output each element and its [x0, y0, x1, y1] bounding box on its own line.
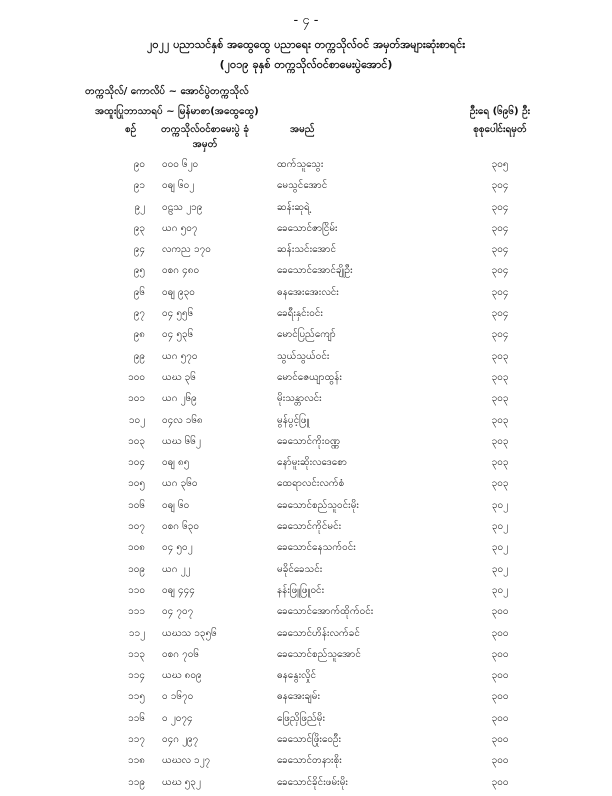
row-number: ၁၀၆: [128, 499, 145, 511]
total-mark: ၃၀၄: [491, 265, 509, 277]
total-mark: ၃၀၂: [491, 563, 509, 575]
table-row: [0, 519, 612, 540]
row-number: ၉၄: [133, 244, 145, 256]
student-name: ဆန်းသင်းအောင်: [277, 244, 337, 256]
student-name: ခေသောင်အောက်ထိုက်ဝင်း: [277, 606, 374, 618]
student-name: နန်းဖြူဖြူဝင်း: [277, 584, 325, 596]
row-number: ၁၁၉: [128, 776, 145, 788]
table-row: [0, 455, 612, 476]
student-name: နော်မူးဆိုးလဒေစော: [277, 457, 347, 469]
row-number: ၁၁၀: [128, 584, 145, 596]
student-name: ခေသောင်အောင်ချိုဦး: [277, 265, 353, 277]
table-row: [0, 413, 612, 434]
row-number: ၁၁၂: [128, 627, 145, 639]
student-name: မွန်ပွင့်ဖြူ: [277, 414, 310, 426]
total-mark: ၃၀၄: [491, 244, 509, 256]
total-mark: ၃၀၀: [491, 712, 509, 724]
roll-number: ဝ၄ဂ ၂၉၇: [162, 734, 199, 746]
total-mark: ၃၀၄: [491, 180, 509, 192]
roll-number: ယဃသ ၁၃၅၆: [162, 627, 217, 639]
row-number: ၁၁၁: [128, 606, 145, 618]
total-mark: ၃၀၀: [491, 734, 509, 746]
roll-number: ဝဓျ ၈၅: [162, 457, 190, 469]
total-mark: ၃၀၃: [491, 393, 509, 405]
roll-number: ယဃ ၆၆၂: [162, 435, 201, 447]
roll-number: ဝ ၁၆၇၀: [162, 691, 194, 703]
student-name: ခေသောင်ခိုင်းဖမ်းမိုး: [277, 776, 348, 788]
roll-number: လကည ၁၇၀: [162, 244, 211, 256]
student-name: မောင်ပြည်ကျော်: [277, 329, 336, 341]
total-mark: ၃၀၄: [491, 308, 509, 320]
roll-number: ယဃလ ၁၂၇: [162, 755, 211, 767]
total-mark: ၃၀၄: [491, 329, 509, 341]
roll-number: ယဂ ၅၇၀: [162, 350, 198, 362]
table-row: [0, 753, 612, 774]
total-mark: ၃၀၀: [491, 755, 509, 767]
results-table: [0, 157, 612, 796]
row-number: ၉၉: [133, 350, 145, 362]
roll-number: ယဂ ၃၆၀: [162, 478, 198, 490]
roll-number: ဝဓျ ၆၀: [162, 499, 190, 511]
page-number: - ၄ -: [293, 13, 319, 28]
table-row: [0, 200, 612, 221]
row-number: ၁၀၈: [128, 542, 145, 554]
roll-number: ယဂ ၅၀၇: [162, 222, 198, 234]
student-name: မောင်ဇေယျာထွန်း: [277, 371, 342, 383]
roll-number: ဝဠသ ၂၁၉: [162, 201, 203, 213]
student-name: ခေသောင်နေသက်ဝင်း: [277, 542, 356, 554]
roll-number: ဝ၄ ၅၅၆: [162, 308, 194, 320]
table-row: [0, 647, 612, 668]
table-row: [0, 434, 612, 455]
total-mark: ၃၀၂: [491, 521, 509, 533]
total-mark: ၃၀၃: [491, 414, 509, 426]
row-number: ၁၀၅: [128, 478, 145, 490]
total-mark: ၃၀၀: [491, 606, 509, 618]
student-name: ခေရီးနှင်းဝင်း: [277, 308, 323, 320]
row-number: ၁၁၃: [128, 648, 145, 660]
total-mark: ၃၀၃: [491, 457, 509, 469]
row-number: ၉၈: [133, 329, 145, 341]
roll-number: ဝစဂ ၇၀၆: [162, 648, 200, 660]
total-mark: ၃၀၀: [491, 670, 509, 682]
roll-number: ဝ၄ ၅၃၆: [162, 329, 194, 341]
student-name: ခေသောင်ကိုင်မင်း: [277, 521, 342, 533]
document-title: ၂၀၂၂ ပညာသင်နှစ် အထွေထွေ ပညာရေး တက္ကသိုလ်ဝင် အမှတ်အများဆုံးစာရင်း: [147, 38, 465, 51]
roll-number: ဝ၄ ၅၀၂: [162, 542, 193, 554]
table-row: [0, 711, 612, 732]
table-row: [0, 349, 612, 370]
student-name: ခေသောင်တနားစိုး: [277, 755, 342, 767]
header-no: စဉ်: [125, 124, 137, 135]
total-mark: ၃၀၂: [491, 584, 509, 596]
table-row: [0, 391, 612, 412]
row-number: ၉၅: [133, 265, 145, 277]
row-number: ၁၀၄: [128, 457, 145, 469]
roll-number: ဝစဂ ၄၈၀: [162, 265, 200, 277]
major-subject-line: အထူးပြုဘာသာရပ် ~ မြန်မာစာ(အထွေထွေ): [95, 106, 259, 117]
total-mark: ၃၀၂: [491, 499, 509, 511]
row-number: ၉၀: [133, 159, 145, 170]
student-name: ထက်သူသွေး: [277, 159, 324, 170]
row-number: ၁၁၆: [128, 712, 145, 724]
roll-number: ဝ ၂၀၇၄: [162, 712, 193, 724]
total-mark: ၃၀၀: [491, 691, 509, 703]
total-mark: ၃၀၂: [491, 542, 509, 554]
total-mark: ၃၀၅: [491, 159, 509, 170]
table-row: [0, 327, 612, 348]
row-number: ၁၀၁: [128, 393, 145, 405]
roll-number: ယဃ ၅၃၂: [162, 776, 201, 788]
roll-number: ဝဓျ ၉၃၀: [162, 286, 195, 298]
university-line: တက္ကသိုလ်/ ကောလိပ် ~ အောင်ပွဲတက္ကသိုလ်: [85, 86, 249, 97]
student-name: မိုးသန္တာလင်း: [277, 393, 322, 405]
table-row: [0, 775, 612, 796]
roll-number: ဝဓျ ၆၀၂: [162, 180, 195, 192]
row-number: ၁၀၂: [128, 414, 145, 426]
student-name: မခိုင်ခေသင်း: [277, 563, 323, 575]
roll-number: ယဃ ၈၀၉: [162, 670, 202, 682]
table-row: [0, 604, 612, 625]
student-name: ခေသောင်ဟိန်းလက်ခင်: [277, 627, 360, 639]
total-mark: ၃၀၃: [491, 350, 509, 362]
student-name: ခေသောင်စည်သူဝင်းမိုး: [277, 499, 359, 511]
student-name: ခေသောင်စည်သူအောင်: [277, 648, 361, 660]
row-number: ၉၇: [133, 308, 145, 320]
roll-number: ယဂ ၂၂: [162, 563, 191, 575]
header-roll: တက္ကသိုလ်ဝင်စာမေးပွဲ ခုံအမှတ်: [161, 124, 249, 150]
table-row: [0, 476, 612, 497]
table-row: [0, 689, 612, 710]
roll-number: ဝ၄ ၇၀၇: [162, 606, 194, 618]
total-mark: ၃၀၄: [491, 286, 509, 298]
row-number: ၁၁၅: [128, 691, 145, 703]
row-number: ၁၀၉: [128, 563, 145, 575]
row-number: ၉၃: [133, 222, 145, 234]
row-number: ၁၁၄: [128, 670, 145, 682]
table-row: [0, 498, 612, 519]
table-row: [0, 285, 612, 306]
table-row: [0, 540, 612, 561]
roll-number: ဝစဂ ၆၃၀: [162, 521, 200, 533]
table-row: [0, 221, 612, 242]
roll-number: ဝဝဝ ၆၂၀: [162, 159, 199, 170]
student-name: ထေရာလင်းလက်စံ: [277, 478, 345, 490]
row-number: ၉၁: [133, 180, 145, 192]
student-name: ခေသောင်ဇာငြိမ်း: [277, 222, 338, 234]
table-row: [0, 562, 612, 583]
roll-number: ယဃ ၃၆: [162, 371, 196, 383]
row-number: ၉၆: [133, 286, 145, 298]
table-row: [0, 626, 612, 647]
row-number: ၁၁၈: [128, 755, 145, 767]
table-row: [0, 668, 612, 689]
student-name: ခေသောင်ကိုးဝဏ္ဏ: [277, 435, 341, 447]
row-number: ၁၀၃: [128, 435, 145, 447]
header-name: အမည်: [290, 124, 315, 135]
total-mark: ၃၀၀: [491, 776, 509, 788]
total-count: ဦးရေ (၆၉၆) ဦး: [469, 106, 531, 117]
row-number: ၁၀၇: [128, 521, 145, 533]
total-mark: ၃၀၀: [491, 648, 509, 660]
student-name: သွယ်သွယ်ဝင်း: [277, 350, 330, 362]
total-mark: ၃၀၃: [491, 435, 509, 447]
row-number: ၁၁၇: [128, 734, 145, 746]
student-name: ဓနအေးချမ်း: [277, 691, 321, 703]
table-row: [0, 242, 612, 263]
table-row: [0, 306, 612, 327]
table-row: [0, 157, 612, 178]
student-name: ဓနနွေးလှိုင်: [277, 670, 317, 682]
roll-number: ဝဓျ ၄၄၄: [162, 584, 195, 596]
document-subtitle: (၂၀၁၉ ခုနှစ် တက္ကသိုလ်ဝင်စာမေးပွဲအောင်): [219, 58, 393, 71]
header-mark: စုစုပေါင်းရမှတ်: [473, 124, 527, 135]
student-name: ဓနအေးအေးလင်း: [277, 286, 339, 298]
table-row: [0, 583, 612, 604]
total-mark: ၃၀၄: [491, 222, 509, 234]
student-name: မေသွင်အောင်: [277, 180, 328, 192]
student-name: ဖြေညှိဖြည်မိုး: [277, 712, 325, 724]
table-row: [0, 178, 612, 199]
row-number: ၁၀၀: [128, 371, 145, 383]
total-mark: ၃၀၃: [491, 478, 509, 490]
total-mark: ၃၀၀: [491, 627, 509, 639]
roll-number: ဝ၄လ ၁၆၈: [162, 414, 203, 426]
row-number: ၉၂: [134, 201, 145, 213]
student-name: ခေသောင်ဖြိုးဝေဦး: [277, 734, 342, 746]
total-mark: ၃၀၄: [491, 201, 509, 213]
roll-number: ယဂ ၂၆၉: [162, 393, 197, 405]
table-row: [0, 370, 612, 391]
table-row: [0, 263, 612, 284]
table-row: [0, 732, 612, 753]
total-mark: ၃၀၃: [491, 371, 509, 383]
student-name: ဆန်းဆုရဲ့: [277, 201, 310, 213]
